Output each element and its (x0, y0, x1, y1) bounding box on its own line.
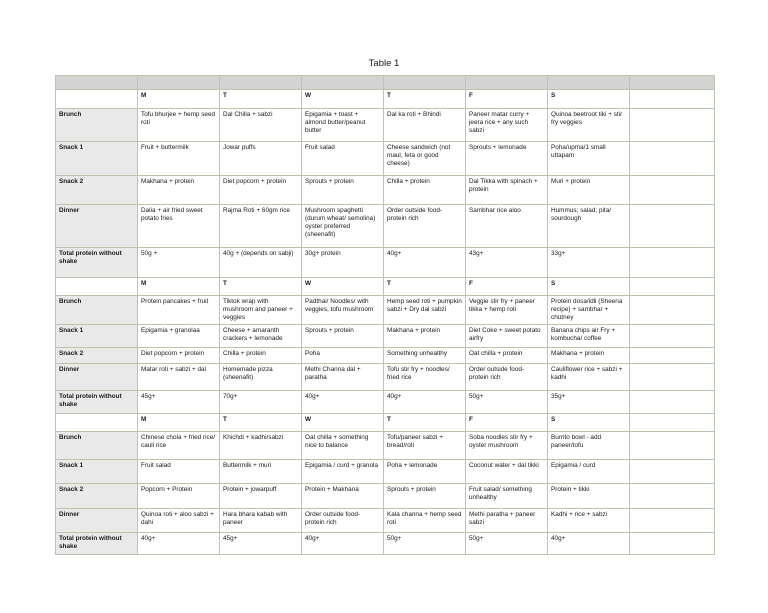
day-label (630, 278, 715, 296)
row-dinner (56, 509, 715, 533)
day-label: M (138, 90, 220, 109)
meal-cell: Makhana + protein (138, 176, 220, 205)
corner-cell (56, 90, 138, 109)
meal-cell: Fruit salad (138, 460, 220, 484)
meal-cell: Fruit salad (302, 142, 384, 176)
meal-cell: Veggie stir fry + paneer tikka + hemp roti (466, 296, 548, 325)
meal-cell: Dal Tikka with spinach + protein (466, 176, 548, 205)
meal-cell: Homemade pizza (sheenafit) (220, 364, 302, 391)
meal-cell: 45g+ (138, 391, 220, 414)
row-label: Brunch (56, 109, 138, 142)
meal-cell: 50g+ (466, 533, 548, 555)
meal-cell: Dalia + air fried sweet potato fries (138, 205, 220, 248)
meal-cell: Quinoa roti + aloo sabzi + dahi (138, 509, 220, 533)
meal-cell: Quinoa beetroot tiki + stir fry veggies (548, 109, 630, 142)
meal-cell (630, 348, 715, 364)
meal-cell: Protein dosa/idli (Sheena recipe) + sambhar + chutney (548, 296, 630, 325)
meal-cell: Banana chips air Fry + kombucha/ coffee (548, 325, 630, 348)
meal-cell: Khichdi + kadhi/sabzi (220, 432, 302, 460)
meal-cell: 50g+ (384, 533, 466, 555)
day-label: T (384, 414, 466, 432)
row-label: Snack 1 (56, 142, 138, 176)
meal-cell: 50g + (138, 248, 220, 278)
meal-cell: Makhana + protein (384, 325, 466, 348)
row-snack-1 (56, 142, 715, 176)
meal-cell: Soba noodles stir fry + oyster mushroom (466, 432, 548, 460)
row-total-protein (56, 248, 715, 278)
day-label: F (466, 414, 548, 432)
meal-cell: Epigamia + toast + almond butter/peanut butter (302, 109, 384, 142)
row-brunch (56, 296, 715, 325)
day-label: W (302, 278, 384, 296)
meal-cell: Protein + jowarpuff (220, 484, 302, 509)
day-label: S (548, 278, 630, 296)
row-dinner (56, 205, 715, 248)
meal-cell: Methi Channa dal + paratha (302, 364, 384, 391)
day-label: W (302, 414, 384, 432)
meal-cell: Coconut water + dal tikki (466, 460, 548, 484)
meal-cell: 40g+ (384, 391, 466, 414)
meal-cell: 40g+ (302, 533, 384, 555)
header-cell (630, 76, 715, 90)
meal-cell: Cheese sandwich (not maul, feta or good cheese) (384, 142, 466, 176)
meal-cell: 33g+ (548, 248, 630, 278)
row-label: Dinner (56, 205, 138, 248)
row-label: Snack 1 (56, 325, 138, 348)
meal-plan-table (55, 75, 715, 555)
meal-cell: Poha + lemonade (384, 460, 466, 484)
row-label: Snack 2 (56, 176, 138, 205)
day-label: T (384, 278, 466, 296)
meal-cell (630, 142, 715, 176)
meal-cell: Sprouts + lemonade (466, 142, 548, 176)
meal-cell: Popcorn + Protein (138, 484, 220, 509)
meal-cell: Something unhealthy (384, 348, 466, 364)
day-label: W (302, 90, 384, 109)
row-total-protein (56, 533, 715, 555)
row-label: Total protein without shake (56, 248, 138, 278)
row-label: Snack 2 (56, 484, 138, 509)
meal-cell: Burrito bowl - add paneer/tofu (548, 432, 630, 460)
day-label: T (220, 90, 302, 109)
meal-cell: Sprouts + protein (302, 176, 384, 205)
meal-cell: Epigamia / curd (548, 460, 630, 484)
day-label: T (220, 414, 302, 432)
meal-cell: Poha/upma/1 small uttapam (548, 142, 630, 176)
meal-cell: Oat chilla + protein (466, 348, 548, 364)
meal-cell: 40g+ (302, 391, 384, 414)
row-label: Dinner (56, 509, 138, 533)
row-total-protein (56, 391, 715, 414)
row-label: Dinner (56, 364, 138, 391)
meal-cell (630, 109, 715, 142)
meal-cell: Kadhi + rice + sabzi (548, 509, 630, 533)
header-cell (466, 76, 548, 90)
meal-cell: Muri + protein (548, 176, 630, 205)
day-label: T (384, 90, 466, 109)
row-snack-2 (56, 348, 715, 364)
meal-cell: 50g+ (466, 391, 548, 414)
meal-cell: Order outside food- protein rich (302, 509, 384, 533)
row-snack-1 (56, 460, 715, 484)
meal-cell: Methi paratha + paneer sabzi (466, 509, 548, 533)
row-brunch (56, 432, 715, 460)
meal-cell: Chilla + protein (384, 176, 466, 205)
table-body (56, 76, 715, 555)
meal-cell: Tiktok wrap with mushroom and paneer + veggies (220, 296, 302, 325)
meal-cell (630, 460, 715, 484)
meal-cell: Mushroom spaghetti (durum wheat/ semolina) oyster preferred (sheenafit) (302, 205, 384, 248)
meal-cell (630, 391, 715, 414)
row-label: Snack 1 (56, 460, 138, 484)
header-cell (220, 76, 302, 90)
meal-cell: Fruit salad/ something unhealthy (466, 484, 548, 509)
meal-cell: 45g+ (220, 533, 302, 555)
meal-cell: Oat chilla + something nice to balance (302, 432, 384, 460)
meal-cell: 40g+ (138, 533, 220, 555)
header-row (56, 76, 715, 90)
meal-cell: Tofu stir fry + noodles/ fried rice (384, 364, 466, 391)
day-label (630, 90, 715, 109)
meal-cell: Diet popcorn + protein (220, 176, 302, 205)
meal-cell: Cheese + amaranth crackers + lemonade (220, 325, 302, 348)
meal-cell: Protein pancakes + fruit (138, 296, 220, 325)
day-label: M (138, 414, 220, 432)
meal-cell: Chilla + protein (220, 348, 302, 364)
meal-cell: Kala channa + hemp seed roti (384, 509, 466, 533)
row-dinner (56, 364, 715, 391)
meal-cell: Diet popcorn + protein (138, 348, 220, 364)
day-header-row (56, 90, 715, 109)
meal-cell: Makhana + protein (548, 348, 630, 364)
meal-cell: Hemp seed roti + pumpkin sabzi + Dry dal sabzi (384, 296, 466, 325)
meal-cell: Rajma Roti + 60gm rice (220, 205, 302, 248)
row-label: Total protein without shake (56, 533, 138, 555)
meal-cell: Hara bhara kabab with paneer (220, 509, 302, 533)
header-cell (548, 76, 630, 90)
row-label: Total protein without shake (56, 391, 138, 414)
row-label: Brunch (56, 432, 138, 460)
meal-cell: Chinese chola + fried rice/ cauli rice (138, 432, 220, 460)
meal-cell: Cauliflower rice + sabzi + kadhi (548, 364, 630, 391)
meal-cell (630, 248, 715, 278)
meal-cell: 43g+ (466, 248, 548, 278)
row-snack-2 (56, 176, 715, 205)
header-cell (56, 76, 138, 90)
meal-cell: Fruit + buttermilk (138, 142, 220, 176)
row-snack-1 (56, 325, 715, 348)
meal-cell: Sprouts + protein (302, 325, 384, 348)
meal-cell (630, 509, 715, 533)
row-label: Brunch (56, 296, 138, 325)
meal-cell: Protein + tikki (548, 484, 630, 509)
meal-cell (630, 432, 715, 460)
meal-cell (630, 176, 715, 205)
meal-cell: Diet Coke + sweet potato airfry (466, 325, 548, 348)
meal-cell: Padthai/ Noodles/ with veggies, tofu mushroom (302, 296, 384, 325)
header-cell (384, 76, 466, 90)
header-cell (302, 76, 384, 90)
meal-cell: Buttermilk + muri (220, 460, 302, 484)
table-title: Table 1 (368, 58, 400, 69)
row-brunch (56, 109, 715, 142)
meal-cell (630, 484, 715, 509)
meal-cell: Epigamia + granolaa (138, 325, 220, 348)
day-label: F (466, 90, 548, 109)
day-label: M (138, 278, 220, 296)
meal-cell: 30g+ protein (302, 248, 384, 278)
corner-cell (56, 414, 138, 432)
meal-cell: 70g+ (220, 391, 302, 414)
meal-cell: Order outside food- protein rich (384, 205, 466, 248)
meal-cell: 40g+ (548, 533, 630, 555)
meal-cell: Protein + Makhana (302, 484, 384, 509)
day-header-row (56, 278, 715, 296)
meal-cell: Tofu/paneer sabzi + bread/roti (384, 432, 466, 460)
meal-cell: Dal Chilla + sabzi (220, 109, 302, 142)
day-label (630, 414, 715, 432)
meal-cell: Jowar puffs (220, 142, 302, 176)
meal-cell: Sambhar rice aloo (466, 205, 548, 248)
day-label: F (466, 278, 548, 296)
meal-cell: Paneer matar curry + jeera rice + any such sabzi (466, 109, 548, 142)
day-label: T (220, 278, 302, 296)
row-label: Snack 2 (56, 348, 138, 364)
meal-cell (630, 205, 715, 248)
meal-cell: 40g + (depends on sabji) (220, 248, 302, 278)
header-cell (138, 76, 220, 90)
meal-cell (630, 364, 715, 391)
meal-cell: Poha (302, 348, 384, 364)
meal-cell (630, 325, 715, 348)
meal-cell (630, 533, 715, 555)
meal-cell: 35g+ (548, 391, 630, 414)
meal-cell: 40g+ (384, 248, 466, 278)
day-label: S (548, 90, 630, 109)
meal-cell: Order outside food- protein rich (466, 364, 548, 391)
meal-cell (630, 296, 715, 325)
day-label: S (548, 414, 630, 432)
meal-cell: Hummus; salad; pita/ sourdough (548, 205, 630, 248)
meal-cell: Matar roti + sabzi + dal (138, 364, 220, 391)
meal-cell: Dal ka roti + Bhindi (384, 109, 466, 142)
meal-cell: Tofu bhurjee + hemp seed roti (138, 109, 220, 142)
meal-cell: Sprouts + protein (384, 484, 466, 509)
row-snack-2 (56, 484, 715, 509)
corner-cell (56, 278, 138, 296)
day-header-row (56, 414, 715, 432)
meal-cell: Epigamia / curd + granola (302, 460, 384, 484)
